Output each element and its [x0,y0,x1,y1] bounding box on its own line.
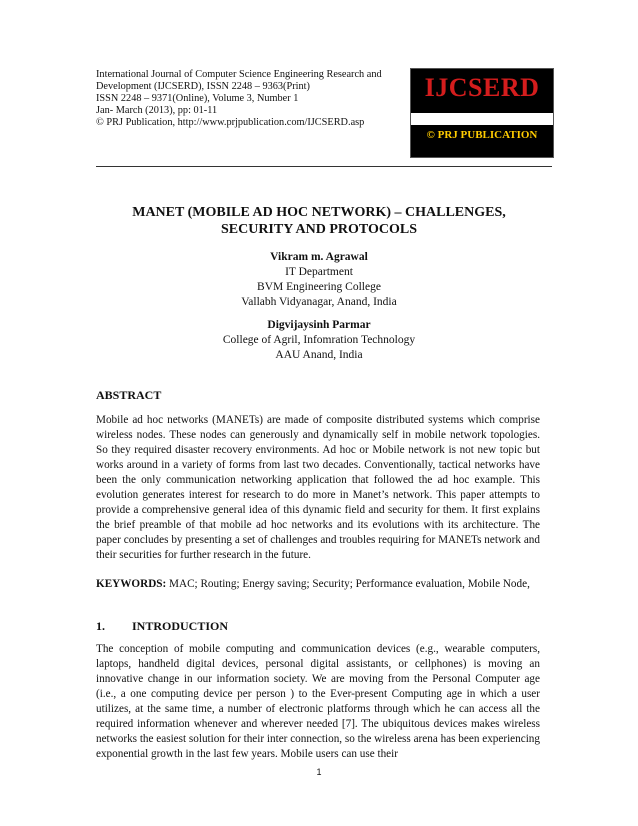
journal-line: Development (IJCSERD), ISSN 2248 – 9363(Print) [96,81,310,93]
keywords-label: KEYWORDS: [96,578,167,590]
author-name: Digvijaysinh Parmar [267,319,371,331]
author-affiliation: IT Department [285,266,353,278]
author-affiliation: Vallabh Vidyanagar, Anand, India [241,296,397,308]
author-affiliation: College of Agril, Infomration Technology [222,334,416,346]
abstract-heading: ABSTRACT [96,388,162,402]
logo-divider [411,113,553,125]
author-name: Vikram m. Agrawal [270,251,368,263]
author-block [96,318,542,363]
keywords [96,577,540,592]
header-rule [96,166,552,167]
journal-line: Jan- March (2013), pp: 01-11 [96,105,218,117]
logo-publication: © PRJ PUBLICATION [426,129,538,141]
abstract-text: Mobile ad hoc networks (MANETs) are made of composite distributed systems which comprise wireless nodes. These nodes can generously and dynamically self in mobile network topologies. So they required disaster recovery environments. Ad hoc or Mobile network is not new topic but works around in a variety of forms from last two decades. Conventionally, tactical networks have been the only communication networking application that followed the ad hoc example. This evolution generates interest for research to do more in Manet’s network. This paper attempts to provide a comprehensive general idea of this dynamic field and security for them. It first explains the brief preamble of that mobile ad hoc networks and its evolutions with its architecture. The paper concludes by presenting a set of challenges and troubles requiring for MANETs network and their securities for further research in the future. [96,414,540,561]
author-affiliation: AAU Anand, India [275,349,363,361]
journal-line: © PRJ Publication, http://www.prjpublication.com/IJCSERD.asp [96,117,365,129]
paper-title: MANET (MOBILE AD HOC NETWORK) – CHALLENGES, SECURITY AND PROTOCOLS [132,205,506,237]
author-block [96,250,542,310]
logo-title: IJCSERD [424,73,540,102]
section-title: INTRODUCTION [132,619,229,633]
page-number: 1 [316,767,322,777]
journal-info [96,69,406,129]
journal-line: ISSN 2248 – 9371(Online), Volume 3, Number 1 [96,93,299,105]
journal-logo [410,68,554,158]
journal-line: International Journal of Computer Science Engineering Research and [96,69,382,80]
introduction-heading [96,619,228,634]
section-number: 1. [96,619,105,633]
introduction-text: The conception of mobile computing and communication devices (e.g., wearable computers, laptops, handheld digital devices, personal digital assistants, or cellphones) is moving an innovative change in our information society. We are moving from the Personal Computer age (i.e., a one computing device per person ) to the Ever-present Computing age in which a user utilizes, at the same time, a number of electronic platforms through which he can access all the required information whenever and wherever needed [7]. The ubiquitous devices makes wireless networks the easiest solution for their inter connection, so the wireless arena has been experiencing exponential growth in the last few years. Mobile users can use their [96,643,540,760]
keywords-text: MAC; Routing; Energy saving; Security; Performance evaluation, Mobile Node, [166,578,530,590]
author-affiliation: BVM Engineering College [257,281,381,293]
